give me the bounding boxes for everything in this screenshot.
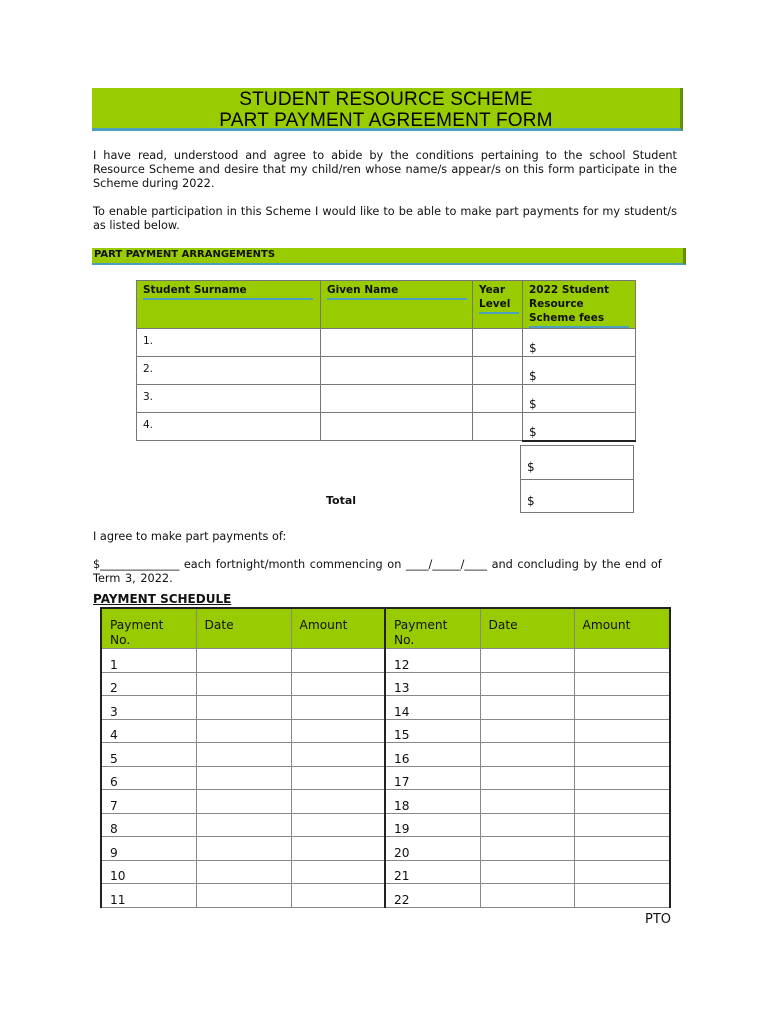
agree-terms-line2: Term 3, 2022.	[93, 572, 173, 585]
payment-number: 20	[385, 837, 480, 861]
amount-cell[interactable]	[574, 719, 670, 743]
schedule-row	[101, 696, 670, 720]
date-cell[interactable]	[480, 649, 574, 673]
amount-cell[interactable]	[291, 672, 385, 696]
schedule-row	[101, 790, 670, 814]
student-table	[136, 280, 636, 442]
payment-number: 21	[385, 860, 480, 884]
schedule-title: PAYMENT SCHEDULE	[93, 592, 232, 606]
year-level-cell[interactable]	[473, 329, 523, 357]
amount-cell[interactable]	[574, 860, 670, 884]
payment-number: 22	[385, 884, 480, 908]
payment-number: 18	[385, 790, 480, 814]
student-row	[137, 385, 636, 413]
schedule-row	[101, 813, 670, 837]
schedule-row	[101, 860, 670, 884]
header-payment-no: Payment No.	[385, 608, 480, 649]
amount-cell[interactable]	[574, 649, 670, 673]
agree-line: I agree to make part payments of:	[93, 530, 287, 543]
schedule-row	[101, 743, 670, 767]
amount-cell[interactable]	[291, 766, 385, 790]
year-level-cell[interactable]	[473, 357, 523, 385]
date-cell[interactable]	[480, 696, 574, 720]
payment-number: 1	[101, 649, 196, 673]
pto-label: PTO	[645, 912, 672, 927]
date-cell[interactable]	[480, 672, 574, 696]
date-cell[interactable]	[480, 790, 574, 814]
payment-number: 2	[101, 672, 196, 696]
amount-cell[interactable]	[291, 790, 385, 814]
participation-paragraph: To enable participation in this Scheme I would like to be able to make part payments for my student/s as listed below.	[93, 205, 677, 232]
total-cell[interactable]: $	[520, 479, 634, 513]
date-cell[interactable]	[480, 766, 574, 790]
student-row-number: 1.	[137, 329, 321, 357]
payment-number: 4	[101, 719, 196, 743]
payment-number: 17	[385, 766, 480, 790]
given-name-cell[interactable]	[321, 385, 473, 413]
student-row-number: 4.	[137, 413, 321, 441]
header-year-level: Year Level	[473, 281, 523, 329]
date-cell[interactable]	[196, 837, 291, 861]
year-level-cell[interactable]	[473, 385, 523, 413]
amount-cell[interactable]	[574, 672, 670, 696]
payment-number: 14	[385, 696, 480, 720]
date-cell[interactable]	[196, 766, 291, 790]
date-cell[interactable]	[196, 743, 291, 767]
fees-cell[interactable]: $	[523, 413, 636, 441]
payment-number: 5	[101, 743, 196, 767]
amount-cell[interactable]	[574, 790, 670, 814]
schedule-row	[101, 719, 670, 743]
amount-cell[interactable]	[291, 696, 385, 720]
date-cell[interactable]	[480, 860, 574, 884]
header-fees: 2022 Student Resource Scheme fees	[523, 281, 636, 329]
amount-cell[interactable]	[574, 766, 670, 790]
section-heading: PART PAYMENT ARRANGEMENTS	[94, 249, 276, 260]
amount-cell[interactable]	[291, 719, 385, 743]
payment-number: 19	[385, 813, 480, 837]
header-date: Date	[480, 608, 574, 649]
schedule-row	[101, 672, 670, 696]
date-cell[interactable]	[480, 837, 574, 861]
schedule-row	[101, 884, 670, 908]
date-cell[interactable]	[196, 860, 291, 884]
form-title-banner	[92, 88, 683, 131]
amount-cell[interactable]	[291, 649, 385, 673]
fees-cell[interactable]: $	[523, 357, 636, 385]
payment-number: 6	[101, 766, 196, 790]
date-cell[interactable]	[196, 813, 291, 837]
subtotal-cell[interactable]: $	[520, 445, 634, 480]
payment-number: 7	[101, 790, 196, 814]
fees-cell[interactable]: $	[523, 329, 636, 357]
payment-number: 10	[101, 860, 196, 884]
amount-cell[interactable]	[574, 743, 670, 767]
student-row-number: 3.	[137, 385, 321, 413]
header-date: Date	[196, 608, 291, 649]
date-cell[interactable]	[480, 719, 574, 743]
year-level-cell[interactable]	[473, 413, 523, 441]
section-heading-bar	[92, 248, 686, 265]
total-label: Total	[326, 494, 357, 507]
date-cell[interactable]	[196, 649, 291, 673]
date-cell[interactable]	[196, 719, 291, 743]
agree-terms	[93, 558, 677, 586]
amount-cell[interactable]	[574, 837, 670, 861]
student-row-number: 2.	[137, 357, 321, 385]
amount-cell[interactable]	[574, 884, 670, 908]
form-title-line2: PART PAYMENT AGREEMENT FORM	[219, 110, 553, 131]
form-title-line1: STUDENT RESOURCE SCHEME	[239, 89, 533, 110]
agree-terms-line1: $______________ each fortnight/month commencing on ____/_____/____ and concluding by the end of	[93, 558, 662, 571]
date-cell[interactable]	[480, 813, 574, 837]
schedule-row	[101, 649, 670, 673]
payment-number: 11	[101, 884, 196, 908]
date-cell[interactable]	[480, 884, 574, 908]
payment-number: 15	[385, 719, 480, 743]
given-name-cell[interactable]	[321, 413, 473, 441]
given-name-cell[interactable]	[321, 357, 473, 385]
payment-schedule-table	[100, 607, 671, 908]
amount-cell[interactable]	[574, 696, 670, 720]
payment-number: 12	[385, 649, 480, 673]
date-cell[interactable]	[196, 672, 291, 696]
amount-cell[interactable]	[291, 837, 385, 861]
header-surname: Student Surname	[137, 281, 321, 329]
payment-number: 8	[101, 813, 196, 837]
amount-cell[interactable]	[291, 860, 385, 884]
amount-cell[interactable]	[291, 813, 385, 837]
header-amount: Amount	[574, 608, 670, 649]
payment-number: 9	[101, 837, 196, 861]
payment-number: 3	[101, 696, 196, 720]
amount-cell[interactable]	[291, 884, 385, 908]
student-row	[137, 413, 636, 441]
date-cell[interactable]	[196, 696, 291, 720]
fees-cell[interactable]: $	[523, 385, 636, 413]
schedule-row	[101, 766, 670, 790]
student-row	[137, 357, 636, 385]
amount-cell[interactable]	[291, 743, 385, 767]
header-given-name: Given Name	[321, 281, 473, 329]
date-cell[interactable]	[196, 790, 291, 814]
schedule-row	[101, 837, 670, 861]
intro-paragraph: I have read, understood and agree to abide by the conditions pertaining to the school Student Resource Scheme and desire that my child/ren whose name/s appear/s on this form participate in the Scheme during 2022.	[93, 149, 677, 190]
given-name-cell[interactable]	[321, 329, 473, 357]
date-cell[interactable]	[196, 884, 291, 908]
amount-cell[interactable]	[574, 813, 670, 837]
date-cell[interactable]	[480, 743, 574, 767]
payment-number: 16	[385, 743, 480, 767]
header-payment-no: Payment No.	[101, 608, 196, 649]
header-amount: Amount	[291, 608, 385, 649]
payment-number: 13	[385, 672, 480, 696]
student-row	[137, 329, 636, 357]
